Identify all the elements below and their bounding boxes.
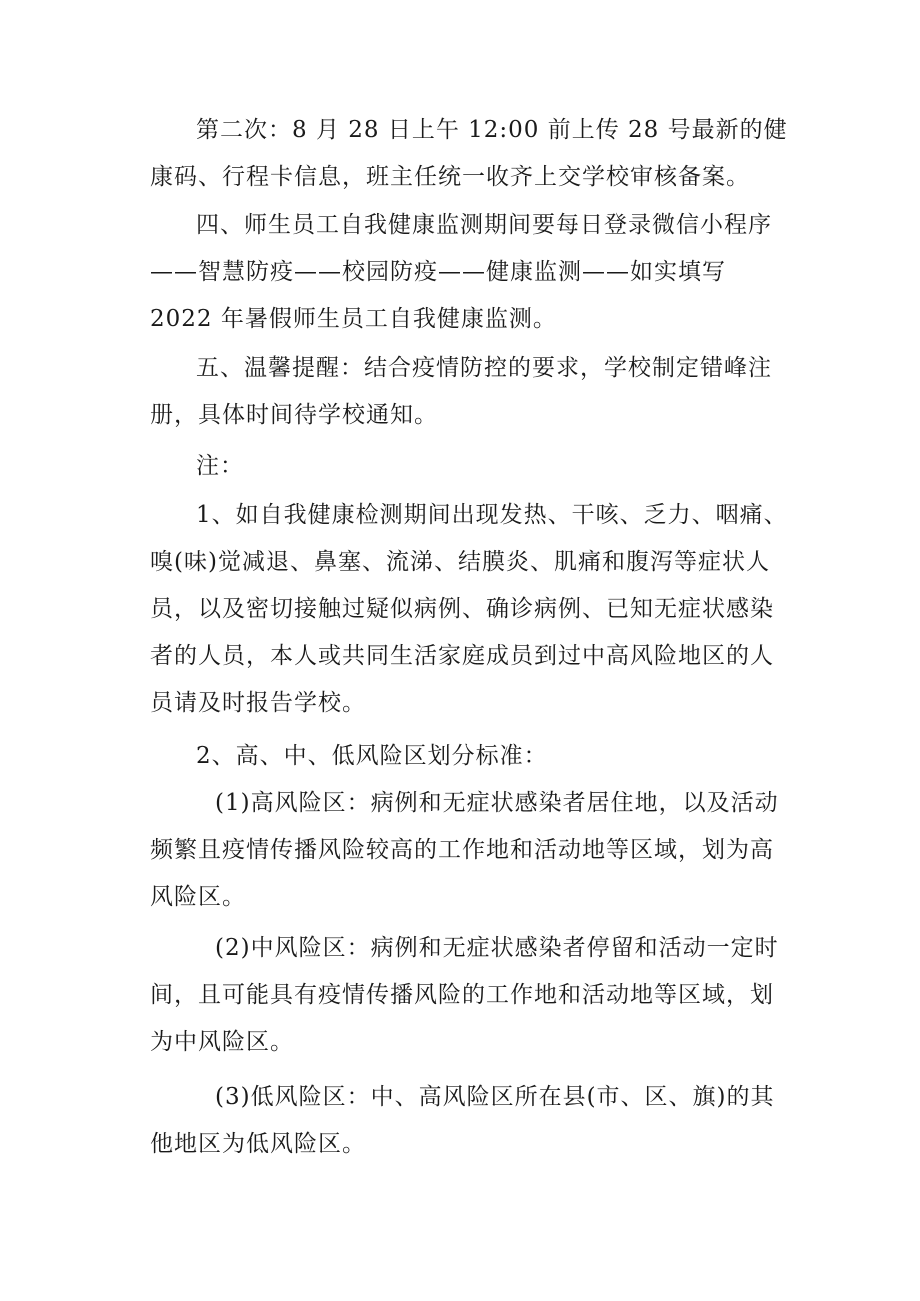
paragraph-note-two: 2、高、中、低风险区划分标准： — [196, 743, 548, 769]
paragraph-high-risk: (1)高风险区：病例和无症状感染者居住地，以及活动频繁且疫情传播风险较高的工作地和活动地等区域，划为高风险区。 — [150, 790, 779, 910]
paragraph-medium-risk: (2)中风险区：病例和无症状感染者停留和活动一定时间，且可能具有疫情传播风险的工作地和活动地等区域，划为中风险区。 — [150, 935, 779, 1055]
paragraph-note-heading: 注： — [196, 453, 244, 479]
paragraph-section-five: 五、温馨提醒：结合疫情防控的要求，学校制定错峰注册，具体时间待学校通知。 — [150, 355, 772, 428]
paragraph-second-upload: 第二次：8 月 28 日上午 12:00 前上传 28 号最新的健康码、行程卡信息，班主任统一收齐上交学校审核备案。 — [150, 117, 788, 190]
paragraph-section-four: 四、师生员工自我健康监测期间要每日登录微信小程序——智慧防疫——校园防疫——健康监测——如实填写 2022 年暑假师生员工自我健康监测。 — [150, 212, 772, 332]
paragraph-low-risk: (3)低风险区：中、高风险区所在县(市、区、旗)的其他地区为低风险区。 — [150, 1084, 775, 1157]
paragraph-note-one: 1、如自我健康检测期间出现发热、干咳、乏力、咽痛、嗅(味)觉减退、鼻塞、流涕、结膜炎、肌痛和腹泻等症状人员，以及密切接触过疑似病例、确诊病例、已知无症状感染者的人员，本人或共同生活家庭成员到过中高风险地区的人员请及时报告学校。 — [150, 502, 788, 716]
